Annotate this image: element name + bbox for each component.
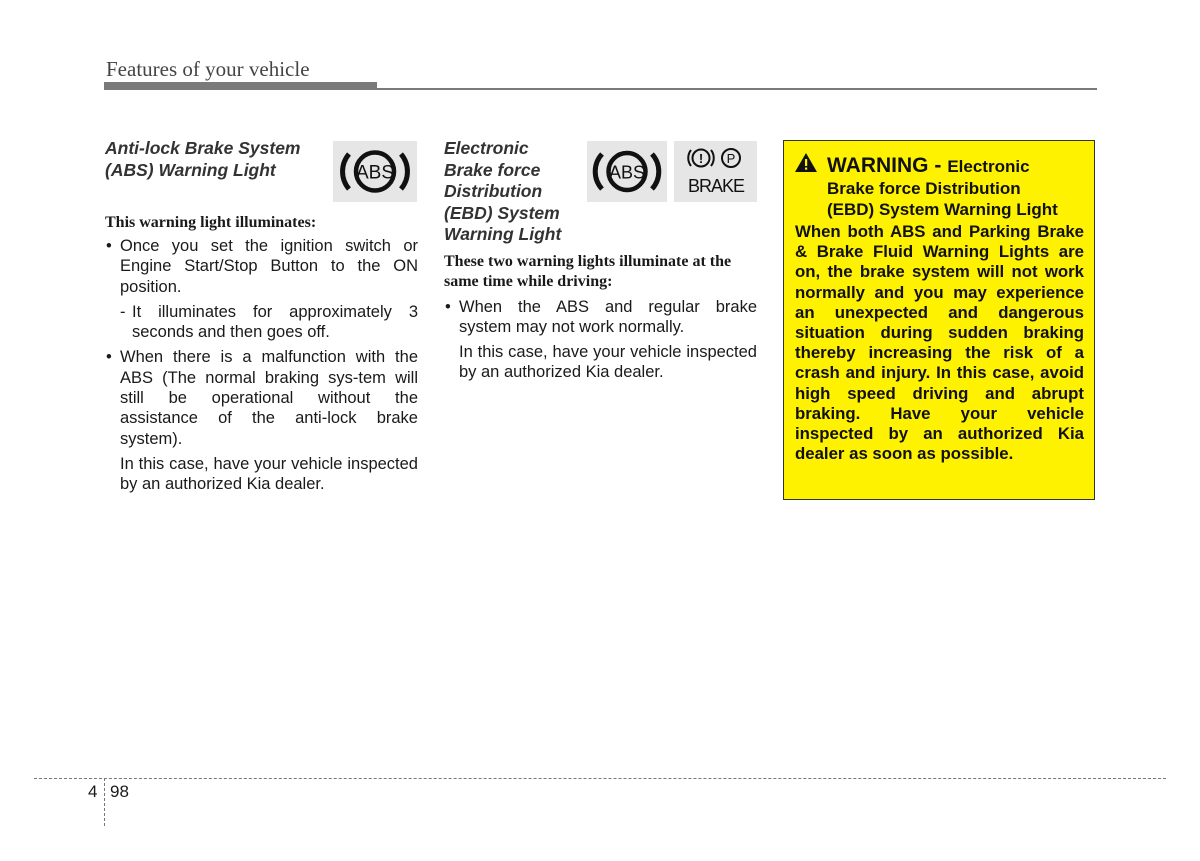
chapter-number: 4 bbox=[88, 782, 98, 801]
abs-title-line1: Anti-lock Brake System bbox=[105, 138, 301, 158]
warning-triangle-icon bbox=[795, 153, 819, 177]
abs-lead: This warning light illuminates: bbox=[105, 214, 317, 231]
ebd-section-title bbox=[444, 138, 584, 246]
footer-rule bbox=[34, 778, 1166, 779]
warning-subtitle-2: (EBD) System Warning Light bbox=[827, 200, 1058, 219]
abs-paragraph: In this case, have your vehicle inspected by an authorized Kia dealer. bbox=[120, 454, 418, 494]
abs-title-line2: (ABS) Warning Light bbox=[105, 159, 276, 180]
abs-sub-text: It illuminates for approximately 3 seconds and then goes off. bbox=[132, 302, 418, 342]
footer-divider bbox=[104, 778, 105, 826]
brake-icon-p: P bbox=[726, 151, 736, 166]
dash-glyph: - bbox=[120, 302, 126, 321]
warning-body: When both ABS and Parking Brake & Brake Fluid Warning Lights are on, the brake system will not work normally and you may experience an unexpected and dangerous situation during sudden braking thereby increasing the risk of a crash and injury. In this case, avoid high speed driving and abrupt braking. Have your vehicle inspected by an authorized Kia dealer as soon as possible. bbox=[795, 222, 1084, 464]
abs-icon-label: ABS bbox=[355, 162, 395, 184]
warning-box bbox=[783, 140, 1095, 500]
warning-subtitle-1: Brake force Distribution bbox=[827, 179, 1021, 198]
ebd-paragraph: In this case, have your vehicle inspected by an authorized Kia dealer. bbox=[459, 343, 757, 382]
abs-sub-item bbox=[105, 302, 418, 343]
ebd-abs-icon-label: ABS bbox=[608, 162, 646, 183]
warning-title-rest: Electronic bbox=[947, 157, 1030, 176]
ebd-title-line1: Electronic bbox=[444, 138, 529, 158]
ebd-abs-icon bbox=[587, 141, 667, 202]
header-rule bbox=[104, 88, 1097, 90]
warning-label: WARNING - bbox=[827, 154, 942, 177]
header-title: Features of your vehicle bbox=[106, 57, 310, 81]
ebd-title-line3: Distribution bbox=[444, 181, 543, 201]
ebd-title-line5: Warning Light bbox=[444, 224, 562, 244]
page-number: 98 bbox=[110, 782, 129, 801]
abs-bullet-2: • When there is a malfunction with the ABS (The normal braking sys-tem will still be operational without the assistance of the anti-lock brake system). bbox=[105, 347, 418, 448]
warning-title bbox=[795, 153, 1084, 178]
ebd-title-line2: Brake force bbox=[444, 159, 541, 180]
abs-warning-icon bbox=[333, 141, 417, 202]
brake-warning-icon bbox=[674, 141, 757, 202]
abs-section-title bbox=[105, 138, 325, 181]
brake-icon-excl: ! bbox=[698, 151, 704, 166]
ebd-bullet-1: • When the ABS and regular brake system may not work normally. bbox=[444, 297, 757, 338]
brake-icon-label: BRAKE bbox=[687, 176, 745, 196]
ebd-title-line4: (EBD) System bbox=[444, 202, 560, 223]
abs-bullet-1: • Once you set the ignition switch or Engine Start/Stop Button to the ON position. bbox=[105, 236, 418, 297]
ebd-lead: These two warning lights illuminate at the same time while driving: bbox=[444, 252, 732, 290]
